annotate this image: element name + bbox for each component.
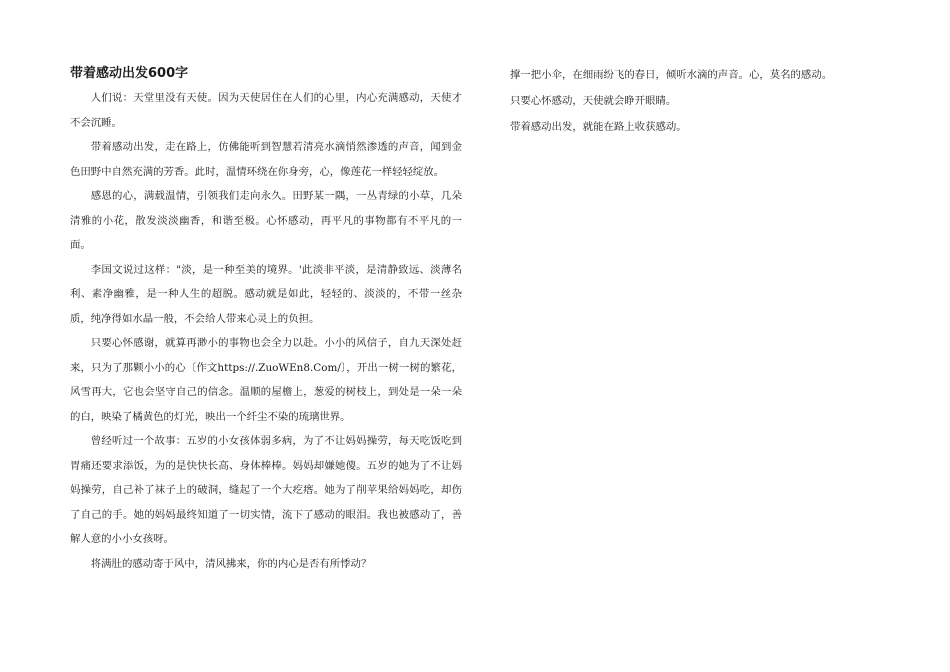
paragraph: 曾经听过一个故事：五岁的小女孩体弱多病，为了不让妈妈操劳，每天吃饭吃到胃痛还要求添饭，为的是快快长高、身体棒棒。妈妈却嫌她傻。五岁的她为了不让妈妈操劳，自己补了袜子上的破洞，缝起了一个大疙瘩。她为了削苹果给妈妈吃，却伤了自己的手。她的妈妈最终知道了一切实情，流下了感动的眼泪。我也被感动了，善解人意的小小女孩呀。: [70, 435, 462, 545]
right-column: [510, 62, 882, 140]
paragraph: 撑一把小伞，在细雨纷飞的春日，倾听水滴的声音。心，莫名的感动。: [510, 69, 833, 81]
paragraph: 只要心怀感动，天使就会睁开眼睛。: [510, 95, 677, 107]
paragraph: 只要心怀感谢，就算再渺小的事物也会全力以赴。小小的风信子，自九天深处赶来，只为了那颗小小的心〔作文https://.ZuoWEn8.Com/〕，开出一树一树的繁花，风雪再大，它也会坚守自己的信念。温顺的屋檐上，葱爱的树枝上，到处是一朵一朵的白，映染了橘黄色的灯光，映出一个纤尘不染的琉璃世界。: [70, 337, 462, 423]
document-title: 带着感动出发600字: [70, 66, 189, 81]
paragraph: 将满肚的感动寄于风中，清风拂来，你的内心是否有所悸动？: [90, 557, 372, 570]
paragraph: 李国文说过这样："淡，是一种至美的境界。'此淡非平淡，是清静致远、淡薄名利、素净幽雅，是一种人生的超脱。感动就是如此，轻轻的、淡淡的，不带一丝杂质，纯净得如水晶一般，不会给人带来心灵上的负担。: [70, 263, 462, 325]
left-column: [70, 62, 462, 576]
paragraph: 人们说：天堂里没有天使。因为天使居住在人们的心里，内心充满感动，天使才不会沉睡。: [70, 92, 462, 129]
paragraph: 带着感动出发，走在路上，仿佛能听到智慧若清亮水滴悄然渗透的声音，闻到金色田野中自然充满的芳香。此时，温情环绕在你身旁，心，像莲花一样轻轻绽放。: [70, 141, 462, 178]
paragraph: 带着感动出发，就能在路上收获感动。: [510, 121, 687, 133]
paragraph: 感恩的心，满载温情，引领我们走向永久。田野某一隅，一丛青绿的小草，几朵清雅的小花，散发淡淡幽香，和谐至极。心怀感动，再平凡的事物都有不平凡的一面。: [70, 190, 462, 251]
